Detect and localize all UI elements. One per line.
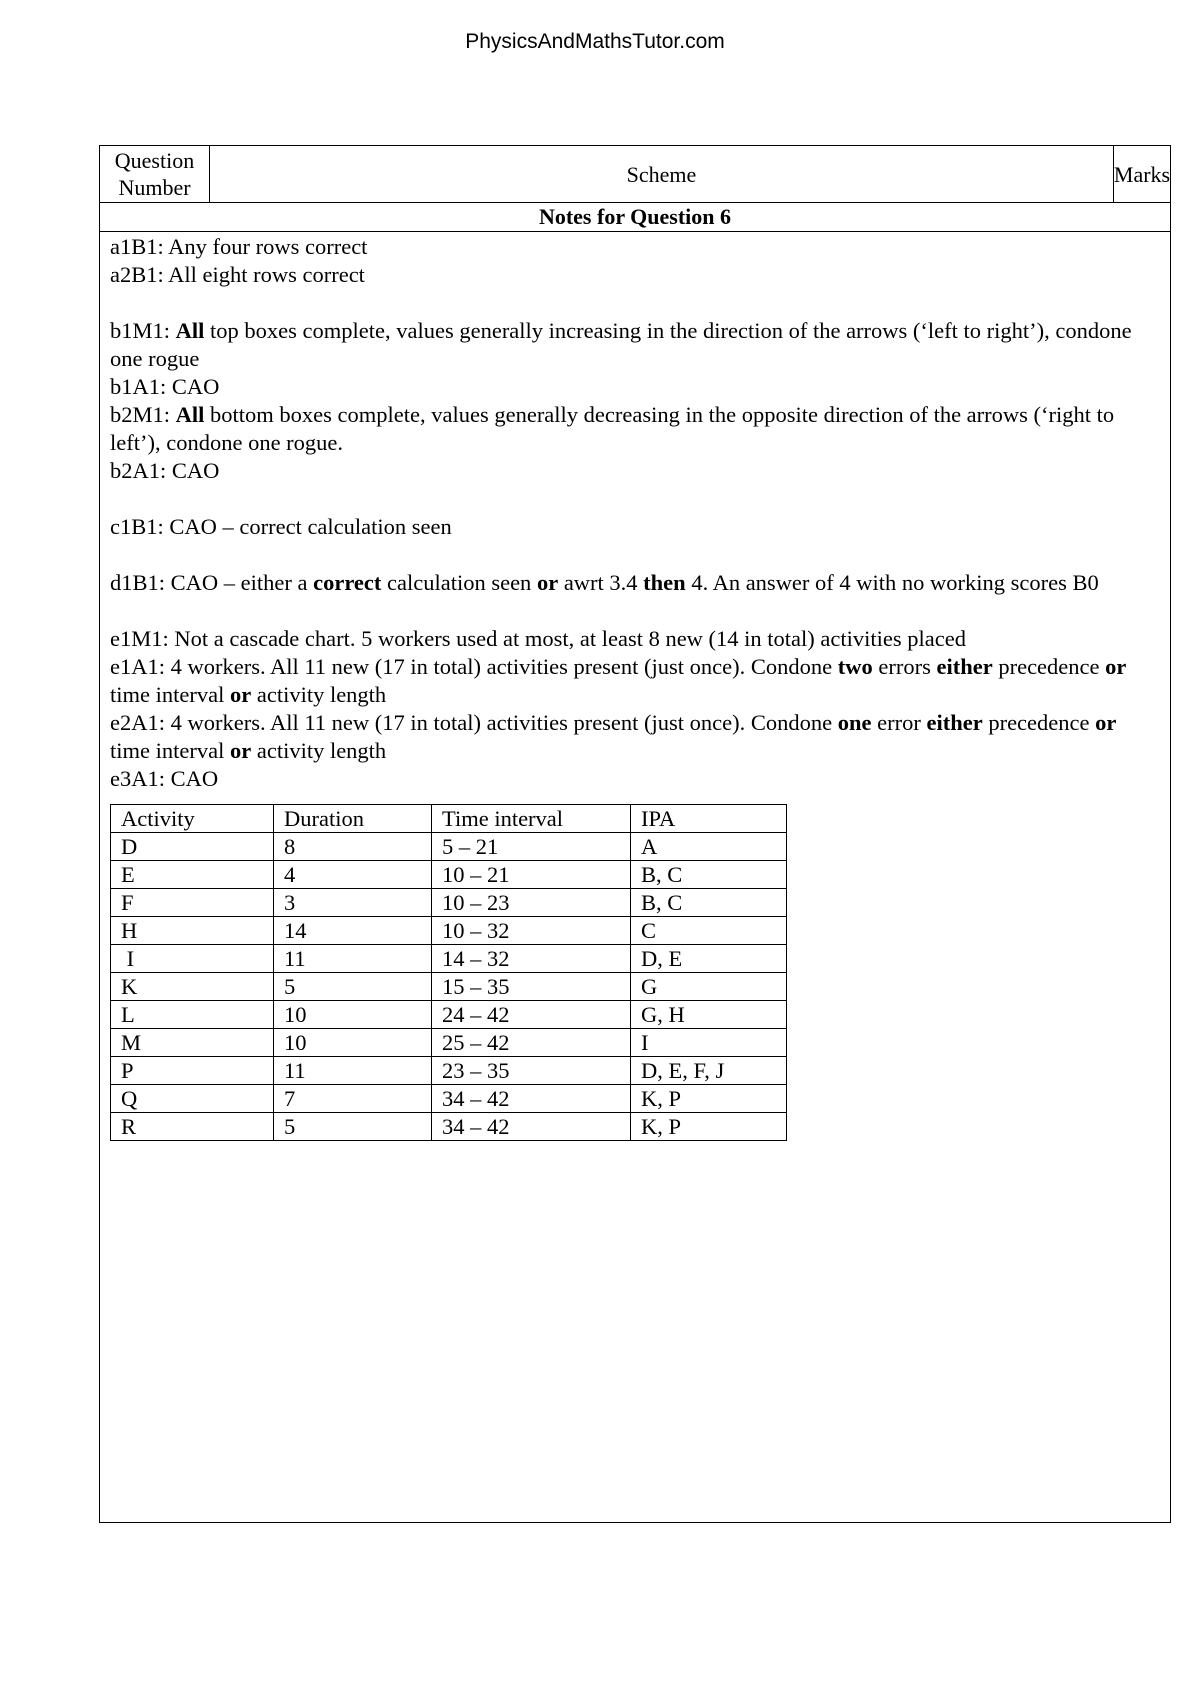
- table-cell: 10 – 21: [432, 861, 631, 889]
- notes-title: Notes for Question 6: [100, 203, 1170, 232]
- table-cell: 10 – 32: [432, 917, 631, 945]
- table-cell: 23 – 35: [432, 1057, 631, 1085]
- table-cell: 4: [274, 861, 432, 889]
- table-row: [111, 917, 787, 945]
- table-row: [111, 1029, 787, 1057]
- table-cell: K, P: [631, 1113, 787, 1141]
- table-cell: G, H: [631, 1001, 787, 1029]
- table-cell: 10: [274, 1001, 432, 1029]
- site-header: PhysicsAndMathsTutor.com: [465, 30, 725, 53]
- table-cell: 5: [274, 1113, 432, 1141]
- table-row: [111, 861, 787, 889]
- table-cell: P: [111, 1057, 274, 1085]
- note-e1m1: e1M1: Not a cascade chart. 5 workers used at most, at least 8 new (14 in total) activities placed: [110, 626, 966, 651]
- table-cell: E: [111, 861, 274, 889]
- table-cell: 7: [274, 1085, 432, 1113]
- table-cell: D, E: [631, 945, 787, 973]
- table-cell: K: [111, 973, 274, 1001]
- table-cell: 5 – 21: [432, 833, 631, 861]
- table-cell: Q: [111, 1085, 274, 1113]
- table-cell: F: [111, 889, 274, 917]
- activity-table-header-row: [111, 805, 787, 833]
- table-cell: B, C: [631, 861, 787, 889]
- table-cell: 11: [274, 1057, 432, 1085]
- table-cell: A: [631, 833, 787, 861]
- table-cell: B, C: [631, 889, 787, 917]
- note-c1b1: c1B1: CAO – correct calculation seen: [110, 514, 452, 539]
- mark-scheme-frame: [99, 145, 1171, 1523]
- table-row: [111, 833, 787, 861]
- marks-header: Marks: [1113, 161, 1171, 187]
- table-row: [111, 889, 787, 917]
- table-row: [111, 1113, 787, 1141]
- table-row: [111, 1057, 787, 1085]
- note-b2m1: b2M1: All bottom boxes complete, values generally decreasing in the opposite direction of the arrows (‘right to left’), condone one rogue.: [110, 402, 1115, 455]
- table-cell: D: [111, 833, 274, 861]
- table-cell: L: [111, 1001, 274, 1029]
- note-e1a1: e1A1: 4 workers. All 11 new (17 in total) activities present (just once). Condone two errors either precedence or time interval or activity length: [110, 654, 1127, 707]
- notes-body: [110, 233, 1160, 1141]
- table-cell: 14 – 32: [432, 945, 631, 973]
- table-cell: I: [111, 945, 274, 973]
- table-cell: 15 – 35: [432, 973, 631, 1001]
- note-e3a1: e3A1: CAO: [110, 766, 219, 791]
- table-cell: 14: [274, 917, 432, 945]
- column-header: Duration: [274, 805, 432, 833]
- question-number-header: Question Number: [100, 146, 210, 202]
- note-b1a1: b1A1: CAO: [110, 374, 220, 399]
- note-a2b1: a2B1: All eight rows correct: [110, 262, 365, 287]
- table-cell: K, P: [631, 1085, 787, 1113]
- table-cell: 5: [274, 973, 432, 1001]
- table-cell: 3: [274, 889, 432, 917]
- table-cell: 34 – 42: [432, 1085, 631, 1113]
- table-cell: R: [111, 1113, 274, 1141]
- table-cell: I: [631, 1029, 787, 1057]
- note-d1b1: d1B1: CAO – either a correct calculation seen or awrt 3.4 then 4. An answer of 4 with no working scores B0: [110, 570, 1099, 595]
- table-cell: H: [111, 917, 274, 945]
- table-cell: 25 – 42: [432, 1029, 631, 1057]
- column-header: Activity: [111, 805, 274, 833]
- table-cell: G: [631, 973, 787, 1001]
- table-cell: 10: [274, 1029, 432, 1057]
- column-header: Time interval: [432, 805, 631, 833]
- table-cell: C: [631, 917, 787, 945]
- table-cell: 34 – 42: [432, 1113, 631, 1141]
- note-a1b1: a1B1: Any four rows correct: [110, 234, 368, 259]
- table-cell: 24 – 42: [432, 1001, 631, 1029]
- column-header: IPA: [631, 805, 787, 833]
- note-b1m1: b1M1: All top boxes complete, values generally increasing in the direction of the arrows (‘left to right’), condone one rogue: [110, 318, 1132, 371]
- note-e2a1: e2A1: 4 workers. All 11 new (17 in total) activities present (just once). Condone one error either precedence or time interval or activity length: [110, 710, 1117, 763]
- table-cell: 8: [274, 833, 432, 861]
- table-row: [111, 945, 787, 973]
- table-cell: 11: [274, 945, 432, 973]
- table-cell: D, E, F, J: [631, 1057, 787, 1085]
- table-row: [111, 973, 787, 1001]
- note-b2a1: b2A1: CAO: [110, 458, 220, 483]
- table-header-row: [100, 146, 1170, 203]
- table-row: [111, 1085, 787, 1113]
- scheme-header: Scheme: [210, 146, 1114, 202]
- table-row: [111, 1001, 787, 1029]
- table-cell: M: [111, 1029, 274, 1057]
- activity-table: [110, 804, 787, 1141]
- table-cell: 10 – 23: [432, 889, 631, 917]
